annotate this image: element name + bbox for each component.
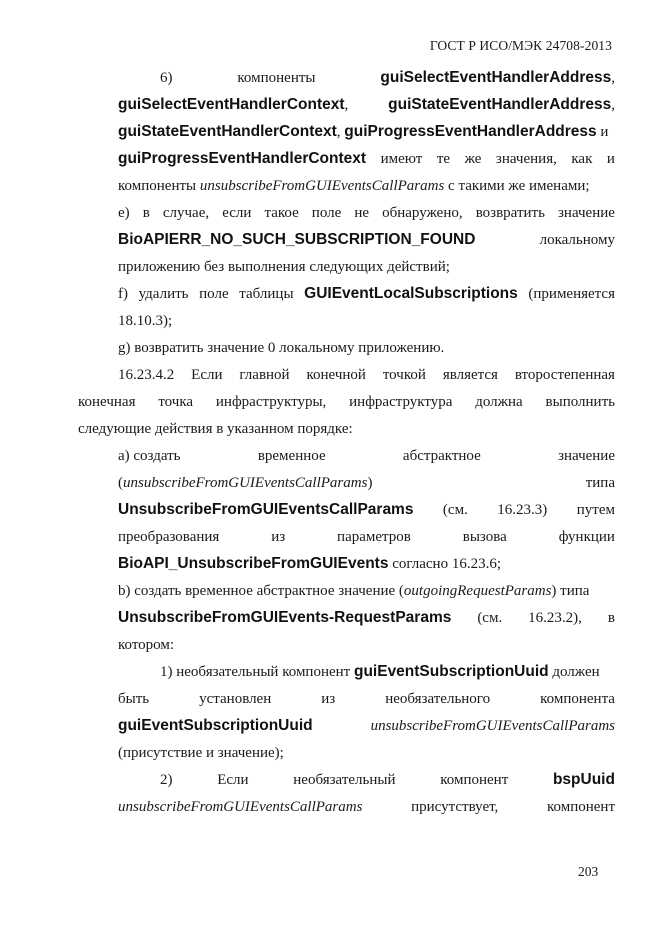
code-term: guiProgressEventHandlerAddress bbox=[344, 123, 597, 140]
text: абстрактное bbox=[402, 448, 481, 464]
text: функции bbox=[558, 529, 615, 545]
text: возвратить bbox=[475, 205, 545, 221]
text: , bbox=[336, 124, 345, 140]
code-term: guiProgressEventHandlerContext bbox=[118, 150, 367, 167]
text: из bbox=[321, 691, 336, 707]
text: необязательный bbox=[293, 772, 396, 788]
text-line bbox=[118, 365, 615, 385]
text-line: приложению без выполнения следующих действий; bbox=[118, 259, 450, 275]
text: 16.23.3) bbox=[497, 502, 548, 518]
text-line: (присутствие и значение); bbox=[118, 745, 284, 761]
text: и bbox=[606, 151, 615, 167]
text: как bbox=[571, 151, 593, 167]
param-name: unsubscribeFromGUIEventsCallParams bbox=[370, 718, 615, 734]
text: значение bbox=[558, 448, 615, 464]
text: точкой bbox=[382, 367, 426, 383]
text: значения, bbox=[495, 151, 557, 167]
text: 2) bbox=[160, 772, 173, 788]
text-line bbox=[118, 689, 615, 709]
text: , bbox=[611, 70, 615, 86]
text: точка bbox=[158, 394, 194, 410]
text: временное bbox=[257, 448, 326, 464]
text-line bbox=[160, 770, 615, 790]
text-line: 18.10.3); bbox=[118, 313, 173, 329]
text-line bbox=[118, 149, 615, 169]
text-line bbox=[118, 797, 615, 817]
text: установлен bbox=[199, 691, 272, 707]
text-line: g) возвратить значение 0 локальному приложению. bbox=[118, 340, 445, 356]
text: параметров bbox=[337, 529, 411, 545]
text: если bbox=[222, 205, 252, 221]
param-name: outgoingRequestParams bbox=[403, 583, 552, 599]
code-term: GUIEventLocalSubscriptions bbox=[304, 285, 518, 302]
code-term: guiStateEventHandlerAddress bbox=[388, 96, 612, 113]
text: ( bbox=[118, 475, 123, 491]
text: 6) bbox=[160, 70, 173, 86]
text: компоненты bbox=[118, 178, 200, 194]
text: главной bbox=[239, 367, 290, 383]
code-term: guiSelectEventHandlerAddress bbox=[380, 69, 612, 86]
text: те bbox=[436, 151, 451, 167]
text: такое bbox=[264, 205, 299, 221]
text: же bbox=[464, 151, 482, 167]
text: конечная bbox=[78, 394, 136, 410]
text-line bbox=[118, 473, 615, 493]
text: обнаружено, bbox=[382, 205, 463, 221]
text: Если bbox=[191, 367, 223, 383]
text: поле bbox=[199, 286, 229, 302]
text: инфраструктуры, bbox=[215, 394, 327, 410]
text: быть bbox=[118, 691, 150, 707]
code-term: UnsubscribeFromGUIEventsCallParams bbox=[118, 501, 414, 518]
text: Если bbox=[217, 772, 249, 788]
param-name: unsubscribeFromGUIEventsCallParams bbox=[199, 178, 445, 194]
text: ) bbox=[367, 475, 373, 491]
text-line bbox=[118, 716, 615, 736]
text: конечной bbox=[306, 367, 366, 383]
text: необязательного bbox=[385, 691, 491, 707]
text: второстепенная bbox=[514, 367, 615, 383]
text-line bbox=[118, 203, 615, 223]
text: является bbox=[442, 367, 498, 383]
text: компонента bbox=[540, 691, 615, 707]
text: (применяется bbox=[528, 286, 615, 302]
param-name: unsubscribeFromGUIEventsCallParams bbox=[118, 799, 363, 815]
text: , bbox=[611, 97, 615, 113]
text-line: котором: bbox=[118, 637, 175, 653]
text: с такими же именами; bbox=[444, 178, 590, 194]
text-line bbox=[78, 392, 615, 412]
text: 16.23.2), bbox=[528, 610, 582, 626]
text: a) создать bbox=[118, 448, 181, 464]
text: 1) необязательный компонент bbox=[160, 664, 354, 680]
text: удалить bbox=[138, 286, 189, 302]
text bbox=[388, 95, 615, 115]
text-line bbox=[118, 122, 608, 142]
text: компонент bbox=[440, 772, 509, 788]
text: f) bbox=[118, 286, 128, 302]
section-number: 16.23.4.2 bbox=[118, 367, 175, 383]
text bbox=[118, 473, 372, 493]
text-line bbox=[118, 500, 615, 520]
text: компонент bbox=[546, 799, 615, 815]
text: из bbox=[271, 529, 286, 545]
text-line bbox=[160, 662, 600, 682]
text-line bbox=[118, 95, 615, 115]
text: b) создать временное абстрактное значение ( bbox=[118, 583, 404, 599]
text-line bbox=[118, 581, 589, 601]
text: имеют bbox=[380, 151, 423, 167]
text: компоненты bbox=[237, 70, 316, 86]
text-line bbox=[160, 68, 615, 88]
text bbox=[380, 68, 615, 88]
text: выполнить bbox=[545, 394, 615, 410]
page-number: 203 bbox=[578, 864, 599, 879]
text-line bbox=[118, 284, 615, 304]
text: должен bbox=[548, 664, 600, 680]
text-line bbox=[118, 608, 615, 628]
code-term: guiEventSubscriptionUuid bbox=[118, 717, 313, 734]
code-term: BioAPIERR_NO_SUCH_SUBSCRIPTION_FOUND bbox=[118, 231, 476, 248]
text: ) типа bbox=[551, 583, 590, 599]
text: вызова bbox=[462, 529, 507, 545]
param-name: unsubscribeFromGUIEventsCallParams bbox=[123, 475, 368, 491]
text bbox=[118, 95, 348, 115]
code-term: bspUuid bbox=[552, 771, 615, 788]
text: случае, bbox=[162, 205, 210, 221]
text: в bbox=[607, 610, 615, 626]
code-term: guiEventSubscriptionUuid bbox=[353, 663, 549, 680]
text: поле bbox=[311, 205, 342, 221]
text: в bbox=[142, 205, 150, 221]
text-line: следующие действия в указанном порядке: bbox=[78, 421, 353, 437]
text: (см. bbox=[442, 502, 468, 518]
text: значение bbox=[558, 205, 615, 221]
text: должна bbox=[475, 394, 523, 410]
text-line bbox=[118, 554, 501, 574]
code-term: UnsubscribeFromGUIEvents-RequestParams bbox=[118, 609, 452, 626]
text-line bbox=[118, 446, 615, 466]
text: , bbox=[344, 97, 349, 113]
text: локальному bbox=[539, 232, 615, 248]
text: согласно 16.23.6; bbox=[388, 556, 501, 572]
document-header: ГОСТ Р ИСО/МЭК 24708-2013 bbox=[429, 38, 612, 53]
text: e) bbox=[118, 205, 130, 221]
code-term: guiSelectEventHandlerContext bbox=[118, 96, 345, 113]
text: преобразования bbox=[118, 529, 220, 545]
text: инфраструктура bbox=[349, 394, 453, 410]
text: не bbox=[354, 205, 370, 221]
text: (см. bbox=[477, 610, 503, 626]
text: путем bbox=[576, 502, 615, 518]
text: присутствует, bbox=[411, 799, 499, 815]
code-term: guiStateEventHandlerContext bbox=[118, 123, 337, 140]
text-line bbox=[118, 176, 590, 196]
code-term: BioAPI_UnsubscribeFromGUIEvents bbox=[118, 555, 389, 572]
text-line bbox=[118, 527, 615, 547]
text: и bbox=[596, 124, 609, 140]
text: таблицы bbox=[239, 286, 294, 302]
text: типа bbox=[585, 475, 615, 491]
text-line bbox=[118, 230, 615, 250]
